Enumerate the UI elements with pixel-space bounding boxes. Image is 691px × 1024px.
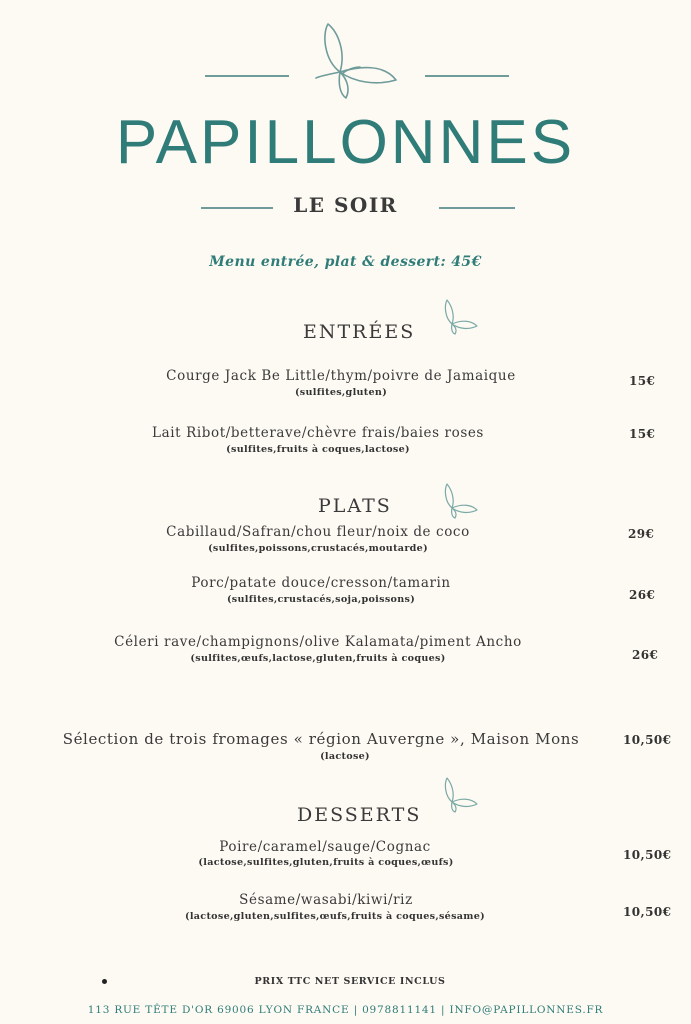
dish-name: Lait Ribot/betterave/chèvre frais/baies roses <box>152 425 484 441</box>
brand-name: PAPILLONNES <box>115 108 576 177</box>
dish-price: 15€ <box>629 427 656 441</box>
dish-allergens: (sulfites,poissons,crustacés,moutarde) <box>208 543 428 554</box>
dish-price: 29€ <box>628 527 655 541</box>
dish-allergens: (lactose,gluten,sulfites,œufs,fruits à coques,sésame) <box>185 911 485 922</box>
header-divider-left <box>205 75 289 77</box>
footer-note: PRIX TTC NET SERVICE INCLUS <box>254 976 446 987</box>
butterfly-icon <box>440 298 480 336</box>
dish-allergens: (sulfites,gluten) <box>294 387 388 398</box>
dish-allergens: (sulfites,fruits à coques,lactose) <box>226 444 410 455</box>
header-divider-right <box>425 75 509 77</box>
dish-name: Sésame/wasabi/kiwi/riz <box>239 892 413 908</box>
menu-price: Menu entrée, plat & dessert: 45€ <box>209 254 482 270</box>
section-title-plats: PLATS <box>318 495 392 517</box>
dish-name: Porc/patate douce/cresson/tamarin <box>191 575 451 591</box>
dish-price: 10,50€ <box>623 848 672 862</box>
dish-name: Courge Jack Be Little/thym/poivre de Jamaique <box>166 368 516 384</box>
dish-name: Poire/caramel/sauge/Cognac <box>219 839 431 855</box>
butterfly-logo-icon <box>310 20 402 104</box>
dish-price: 26€ <box>632 648 659 662</box>
dish-name: Céleri rave/champignons/olive Kalamata/piment Ancho <box>114 634 522 650</box>
cheese-price: 10,50€ <box>623 733 672 747</box>
dish-price: 26€ <box>629 588 656 602</box>
dish-allergens: (sulfites,crustacés,soja,poissons) <box>226 594 416 605</box>
menu-subtitle: LE SOIR <box>293 193 398 217</box>
dish-price: 15€ <box>629 374 656 388</box>
cheese-allergens: (lactose) <box>320 751 370 762</box>
section-title-entrees: ENTRÉES <box>303 321 416 343</box>
butterfly-icon <box>440 776 480 814</box>
butterfly-icon <box>440 482 480 520</box>
section-title-desserts: DESSERTS <box>297 804 422 826</box>
dish-allergens: (lactose,sulfites,gluten,fruits à coques,œufs) <box>198 857 454 868</box>
dish-name: Cabillaud/Safran/chou fleur/noix de coco <box>166 524 470 540</box>
dish-allergens: (sulfites,œufs,lactose,gluten,fruits à coques) <box>190 653 446 664</box>
dish-price: 10,50€ <box>623 905 672 919</box>
footer-address: 113 RUE TÊTE D'OR 69006 LYON FRANCE | 0978811141 | INFO@PAPILLONNES.FR <box>87 1004 604 1016</box>
cheese-name: Sélection de trois fromages « région Auvergne », Maison Mons <box>62 730 580 748</box>
